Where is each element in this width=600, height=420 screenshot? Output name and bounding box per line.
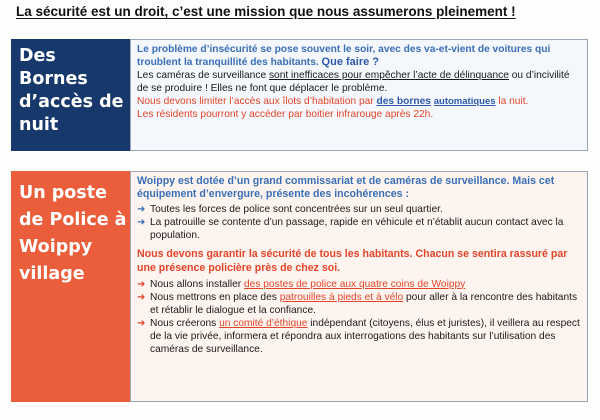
panel1-body	[130, 39, 588, 151]
action3-text: Nous créerons	[150, 317, 217, 329]
arrow-right-icon: ➜	[137, 204, 146, 216]
action-item	[137, 278, 581, 291]
action2-text-end: pour aller à la rencontre des habitants et rétablir le dialogue et la confiance.	[150, 291, 578, 316]
panel-night-bollards	[11, 39, 588, 151]
panel1-cams-a: Les caméras de surveillance	[137, 70, 267, 82]
issue-text: La patrouille se contente d’un passage, rapide en véhicule et n’établit aucun contact avec la population.	[150, 217, 564, 242]
arrow-right-icon: ➜	[137, 291, 146, 303]
panel1-limit-b: des bornes	[376, 96, 431, 108]
issue-item	[137, 216, 581, 242]
action2-highlight: patrouilles à pieds et à vélo	[279, 291, 404, 303]
issue-item	[137, 203, 581, 216]
panel2-intro: Woippy est dotée d’un grand commissariat et de caméras de surveillance. Mais cet équipement d’envergure, présente des incohérences :	[137, 175, 555, 201]
panel1-intro: Le problème d’insécurité se pose souvent le soir, avec des va-et-vient de voitures qui troublent la tranquillité des habitants.	[137, 44, 551, 69]
action3-highlight: un comité d’éthique	[219, 317, 308, 329]
action3-text-end: indépendant (citoyens, élus et juristes), il veillera au respect de la vie privée, informera et répondra aux interrogations des habitants sur l’utilisation des caméras de surveillance.	[150, 317, 580, 356]
panel1-question: Que faire ?	[321, 56, 380, 69]
panel1-limit-d: la nuit.	[498, 96, 529, 108]
action1-highlight: des postes de police aux quatre coins de Woippy	[244, 278, 466, 290]
panel1-residents: Les résidents pourront y accéder par boitier infrarouge après 22h.	[137, 109, 434, 121]
arrow-right-icon: ➜	[137, 317, 146, 329]
panel1-cams-c: ou d’incivilité de se produire ! Elles ne font que déplacer le problème.	[137, 70, 570, 95]
action-item	[137, 291, 581, 317]
panel2-body	[130, 171, 588, 402]
action2-text: Nous mettrons en place des	[150, 291, 277, 303]
panel2-title: Un poste de Police à Woippy village	[11, 171, 131, 402]
panel1-limit-c: automatiques	[433, 96, 496, 108]
panel1-cams-b: sont inefficaces pour empêcher l’acte de délinquance	[268, 70, 509, 82]
page-headline: La sécurité est un droit, c’est une mission que nous assumerons pleinement !	[16, 4, 516, 19]
panel2-guarantee: Nous devons garantir la sécurité de tous les habitants. Chacun se sentira rassuré par une présence policière près de chez soi.	[137, 248, 568, 274]
action-item	[137, 317, 581, 356]
action1-text: Nous allons installer	[150, 278, 242, 290]
issue-text: Toutes les forces de police sont concentrées sur un seul quartier.	[150, 204, 443, 216]
panel1-title: Des Bornes d’accès de nuit	[11, 39, 131, 151]
arrow-right-icon: ➜	[137, 217, 146, 229]
panel-police-post	[11, 171, 588, 402]
arrow-right-icon: ➜	[137, 278, 146, 290]
panel1-limit-a: Nous devons limiter l’accès aux îlots d’habitation par	[137, 96, 374, 108]
